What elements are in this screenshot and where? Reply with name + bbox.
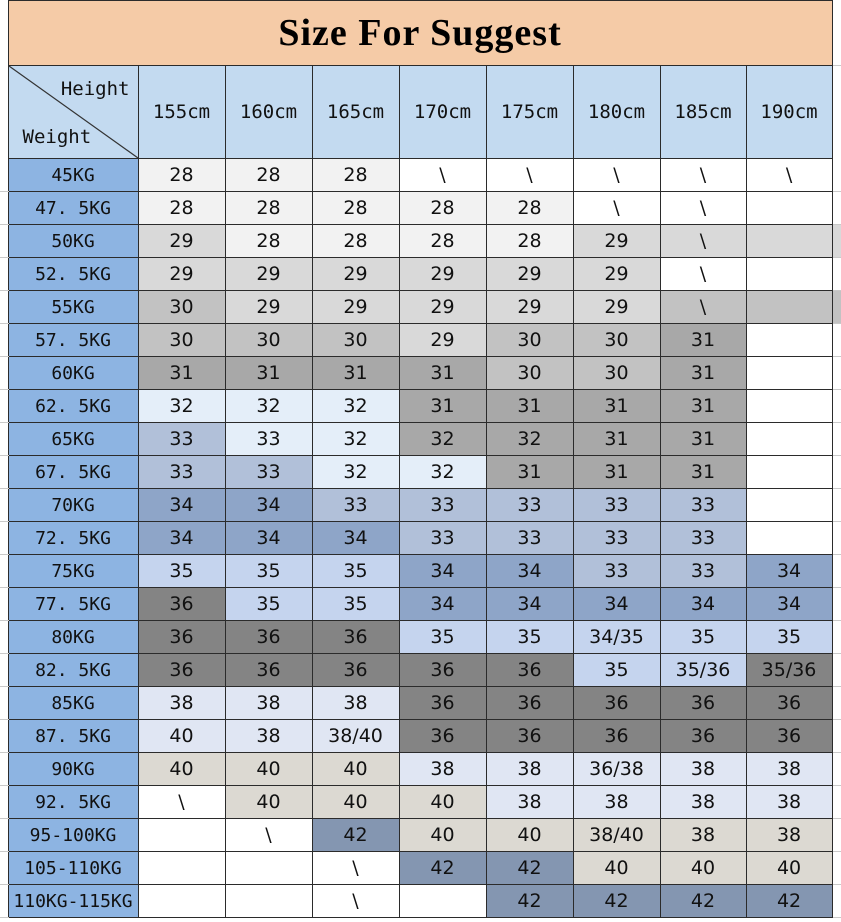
size-cell: 38 [746,786,832,819]
size-cell: 29 [312,258,399,291]
size-cell: 40 [138,753,225,786]
size-cell: 40 [486,819,573,852]
size-cell: 30 [573,324,660,357]
size-cell [225,852,312,885]
table-row [0,192,841,225]
right-gutter-cell [832,324,841,357]
right-gutter-cell [832,654,841,687]
header-row [0,66,841,159]
size-cell: 35 [312,588,399,621]
size-cell: 33 [225,456,312,489]
size-cell: 36 [399,654,486,687]
size-cell: 33 [573,522,660,555]
bottom-gutter-row [0,918,841,922]
chart-title: Size For Suggest [8,1,832,66]
left-gutter-cell [0,159,8,192]
size-cell [746,489,832,522]
size-cell: 30 [225,324,312,357]
size-cell: 34 [486,588,573,621]
row-header: 70KG [8,489,138,522]
size-cell: 40 [399,786,486,819]
size-cell: 32 [225,390,312,423]
size-cell: \ [660,159,746,192]
size-cell [746,456,832,489]
size-cell: 29 [399,291,486,324]
size-cell: 38 [746,819,832,852]
size-cell: 32 [312,390,399,423]
row-header: 105-110KG [8,852,138,885]
size-cell: 36/38 [573,753,660,786]
size-cell: 42 [312,819,399,852]
size-cell: 38 [399,753,486,786]
right-gutter-cell [832,390,841,423]
right-gutter-cell [832,423,841,456]
right-gutter-cell [832,258,841,291]
size-cell: 33 [660,555,746,588]
right-gutter-cell [832,291,841,324]
size-cell: 42 [660,885,746,918]
size-cell: 28 [312,225,399,258]
size-cell: 32 [399,456,486,489]
size-cell: 33 [225,423,312,456]
row-header: 82. 5KG [8,654,138,687]
right-gutter-cell [832,489,841,522]
size-cell: 32 [312,456,399,489]
size-cell: 38 [225,687,312,720]
column-header-155cm: 155cm [138,66,225,159]
size-cell: 36 [312,654,399,687]
right-gutter-cell [832,66,841,159]
size-cell [746,390,832,423]
size-cell [746,357,832,390]
right-gutter-cell [832,852,841,885]
size-cell: 30 [138,291,225,324]
size-cell: 30 [486,324,573,357]
right-gutter-cell [832,588,841,621]
size-cell: 32 [138,390,225,423]
column-header-180cm: 180cm [573,66,660,159]
size-cell: 40 [138,720,225,753]
size-cell: 33 [660,522,746,555]
size-cell: 35 [746,621,832,654]
size-cell: 40 [660,852,746,885]
size-cell [746,291,832,324]
size-cell: 34 [138,489,225,522]
left-gutter-cell [0,852,8,885]
right-gutter-cell [832,555,841,588]
size-cell: 30 [573,357,660,390]
size-cell: 42 [486,852,573,885]
size-cell: 38 [486,786,573,819]
row-header: 55KG [8,291,138,324]
left-gutter-cell [0,390,8,423]
column-header-160cm: 160cm [225,66,312,159]
size-cell: 34 [225,489,312,522]
size-cell: 35/36 [660,654,746,687]
size-cell: 40 [312,753,399,786]
size-cell: 38 [486,753,573,786]
column-header-175cm: 175cm [486,66,573,159]
size-cell: 38 [312,687,399,720]
size-cell: 36 [399,687,486,720]
size-cell: \ [138,786,225,819]
size-cell: 36 [573,720,660,753]
size-cell: \ [660,291,746,324]
size-cell: 38 [660,786,746,819]
row-header: 50KG [8,225,138,258]
size-cell: 33 [138,456,225,489]
left-gutter-cell [0,456,8,489]
size-cell: 30 [312,324,399,357]
left-gutter-cell [0,225,8,258]
size-cell: 34 [399,555,486,588]
right-gutter-cell [832,192,841,225]
row-header: 60KG [8,357,138,390]
left-gutter-cell [0,720,8,753]
row-header: 95-100KG [8,819,138,852]
size-cell: 28 [312,159,399,192]
table-row [0,456,841,489]
size-cell: 40 [312,786,399,819]
size-cell: 31 [660,357,746,390]
row-header: 67. 5KG [8,456,138,489]
size-cell: 40 [225,786,312,819]
size-cell: 29 [138,225,225,258]
table-row [0,852,841,885]
table-row [0,588,841,621]
size-cell: 36 [660,720,746,753]
size-cell: \ [312,852,399,885]
size-cell: 31 [486,456,573,489]
right-gutter-cell [832,720,841,753]
right-gutter-cell [832,159,841,192]
size-cell: 29 [573,258,660,291]
size-cell: 33 [573,489,660,522]
row-header: 92. 5KG [8,786,138,819]
size-cell: 29 [138,258,225,291]
size-cell: 33 [486,522,573,555]
size-cell: 31 [573,423,660,456]
row-header: 80KG [8,621,138,654]
size-cell: 28 [486,225,573,258]
size-cell: 31 [312,357,399,390]
size-cell: 38 [573,786,660,819]
size-cell: 29 [573,225,660,258]
size-cell: 38 [225,720,312,753]
size-cell [138,885,225,918]
size-cell: 35 [312,555,399,588]
size-cell: 34 [746,555,832,588]
size-cell: 42 [486,885,573,918]
size-cell: 36 [746,720,832,753]
size-cell: 31 [660,324,746,357]
size-cell: 40 [573,852,660,885]
size-cell: 38/40 [573,819,660,852]
left-gutter-cell [0,786,8,819]
table-row [0,687,841,720]
size-cell: 28 [399,225,486,258]
left-gutter-cell [0,66,8,159]
size-cell: 31 [486,390,573,423]
table-row [0,786,841,819]
size-cell: 28 [225,192,312,225]
left-gutter-cell [0,291,8,324]
size-cell: 38 [660,753,746,786]
table-row [0,489,841,522]
size-cell [225,885,312,918]
size-cell: 33 [486,489,573,522]
size-cell: 28 [138,192,225,225]
row-header: 45KG [8,159,138,192]
size-cell: 36 [225,654,312,687]
column-header-165cm: 165cm [312,66,399,159]
row-header: 87. 5KG [8,720,138,753]
size-cell: 31 [225,357,312,390]
row-header: 62. 5KG [8,390,138,423]
table-row [0,225,841,258]
table-row [0,159,841,192]
size-cell: 35 [225,588,312,621]
row-header: 110KG-115KG [8,885,138,918]
size-cell: 32 [312,423,399,456]
right-gutter-cell [832,1,841,66]
left-gutter-cell [0,687,8,720]
size-cell [746,192,832,225]
size-cell [399,885,486,918]
size-cell: \ [399,159,486,192]
size-cell: 29 [225,291,312,324]
size-cell: 31 [573,390,660,423]
row-header: 47. 5KG [8,192,138,225]
size-cell: 34 [312,522,399,555]
size-cell: 36 [225,621,312,654]
size-cell: 29 [486,291,573,324]
size-cell [746,225,832,258]
size-cell: 34/35 [573,621,660,654]
size-cell: \ [312,885,399,918]
left-gutter-cell [0,555,8,588]
size-cell: 35 [225,555,312,588]
size-cell [138,852,225,885]
right-gutter-cell [832,621,841,654]
column-header-170cm: 170cm [399,66,486,159]
left-gutter-cell [0,423,8,456]
right-gutter-cell [832,357,841,390]
size-cell: 29 [225,258,312,291]
left-gutter-cell [0,753,8,786]
size-cell: 31 [138,357,225,390]
size-cell: 33 [399,522,486,555]
size-cell: 35 [573,654,660,687]
size-cell: 38 [138,687,225,720]
size-cell: \ [660,192,746,225]
corner-weight-label: Weight [22,126,92,148]
left-gutter-cell [0,522,8,555]
size-cell: 35 [138,555,225,588]
size-cell: \ [746,159,832,192]
row-header: 77. 5KG [8,588,138,621]
size-cell: 35 [660,621,746,654]
table-row [0,753,841,786]
size-cell: 33 [660,489,746,522]
row-header: 75KG [8,555,138,588]
size-cell: 34 [746,588,832,621]
size-cell: 40 [746,852,832,885]
size-cell: 36 [138,588,225,621]
size-cell: 42 [746,885,832,918]
right-gutter-cell [832,522,841,555]
left-gutter-cell [0,819,8,852]
left-gutter-cell [0,357,8,390]
size-cell: 42 [573,885,660,918]
size-cell: 31 [573,456,660,489]
table-row [0,357,841,390]
size-cell: 34 [399,588,486,621]
row-header: 85KG [8,687,138,720]
size-cell: 38 [746,753,832,786]
size-cell: \ [486,159,573,192]
size-cell: 28 [138,159,225,192]
table-row [0,819,841,852]
size-cell: 38/40 [312,720,399,753]
left-gutter-cell [0,621,8,654]
size-cell: 33 [138,423,225,456]
left-gutter-cell [0,258,8,291]
size-cell: 33 [399,489,486,522]
row-header: 57. 5KG [8,324,138,357]
size-cell: 35 [399,621,486,654]
size-cell: 38 [660,819,746,852]
left-gutter-cell [0,588,8,621]
size-cell: 40 [399,819,486,852]
left-gutter-cell [0,654,8,687]
size-cell: 29 [312,291,399,324]
size-cell: 29 [399,258,486,291]
size-cell: 34 [138,522,225,555]
size-cell: 34 [660,588,746,621]
size-cell: \ [225,819,312,852]
size-cell: 31 [660,456,746,489]
size-cell: 31 [399,357,486,390]
size-cell: 33 [312,489,399,522]
size-cell: 35/36 [746,654,832,687]
row-header: 72. 5KG [8,522,138,555]
bottom-gutter-cell [0,918,841,922]
size-cell: 34 [225,522,312,555]
size-cell: 30 [486,357,573,390]
size-cell: 31 [660,423,746,456]
size-cell [746,522,832,555]
table-row [0,654,841,687]
table-row [0,720,841,753]
size-cell: 35 [486,621,573,654]
left-gutter-cell [0,489,8,522]
table-row [0,291,841,324]
size-cell: \ [573,159,660,192]
size-cell: 32 [399,423,486,456]
row-header: 52. 5KG [8,258,138,291]
size-cell: 32 [486,423,573,456]
right-gutter-cell [832,753,841,786]
size-cell: 36 [399,720,486,753]
row-header: 90KG [8,753,138,786]
size-cell: 28 [486,192,573,225]
right-gutter-cell [832,819,841,852]
right-gutter-cell [832,786,841,819]
right-gutter-cell [832,456,841,489]
table-row [0,390,841,423]
left-gutter-cell [0,324,8,357]
size-cell: 31 [399,390,486,423]
size-cell: 36 [486,720,573,753]
size-cell: 28 [399,192,486,225]
table-row [0,258,841,291]
size-cell: 40 [225,753,312,786]
size-cell: 28 [312,192,399,225]
size-cell: 36 [573,687,660,720]
size-cell: 31 [660,390,746,423]
left-gutter-cell [0,192,8,225]
corner-header [8,66,138,159]
size-cell: 36 [312,621,399,654]
size-cell [746,324,832,357]
size-cell: 36 [486,654,573,687]
size-cell: 36 [660,687,746,720]
table-row [0,324,841,357]
size-cell: 29 [486,258,573,291]
size-cell: 28 [225,159,312,192]
column-header-190cm: 190cm [746,66,832,159]
table-row [0,885,841,918]
size-cell: 36 [138,654,225,687]
right-gutter-cell [832,687,841,720]
size-cell [746,423,832,456]
size-cell: 28 [225,225,312,258]
left-gutter-cell [0,1,8,66]
size-cell: 34 [486,555,573,588]
table-row [0,522,841,555]
size-cell: 29 [573,291,660,324]
right-gutter-cell [832,885,841,918]
title-row [0,1,841,66]
corner-height-label: Height [60,78,130,100]
right-gutter-cell [832,225,841,258]
size-cell: 29 [399,324,486,357]
size-cell [138,819,225,852]
table-row [0,621,841,654]
size-cell: 36 [138,621,225,654]
size-cell: 30 [138,324,225,357]
left-gutter-cell [0,885,8,918]
size-cell: 34 [573,588,660,621]
column-header-185cm: 185cm [660,66,746,159]
size-cell: \ [660,225,746,258]
row-header: 65KG [8,423,138,456]
size-cell: \ [573,192,660,225]
table-row [0,555,841,588]
size-cell: 42 [399,852,486,885]
size-cell: \ [660,258,746,291]
size-cell: 33 [573,555,660,588]
table-row [0,423,841,456]
size-cell: 36 [486,687,573,720]
size-cell: 36 [746,687,832,720]
size-cell [746,258,832,291]
